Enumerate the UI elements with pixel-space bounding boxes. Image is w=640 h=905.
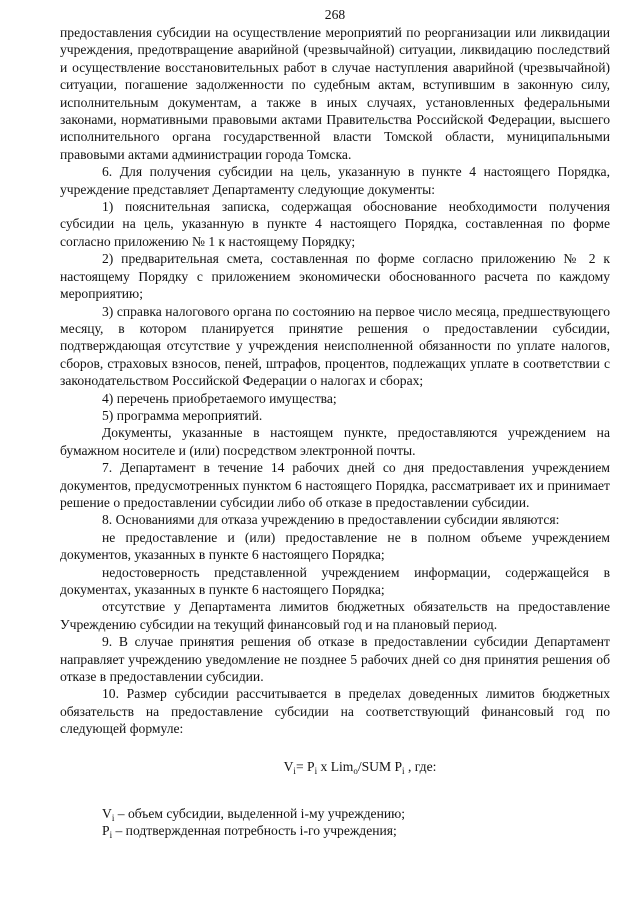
formula-v-sub: i <box>293 765 296 776</box>
paragraph-subitem-5: 5) программа мероприятий. <box>102 407 263 423</box>
definition-v <box>60 805 610 822</box>
formula-sum-sub: i <box>402 765 405 776</box>
paragraph-item-6: 6. Для получения субсидии на цель, указанную в пункте 4 настоящего Порядка, учреждение представляет Департаменту следующие документы: <box>60 164 610 197</box>
page-number: 268 <box>324 7 346 22</box>
formula-times: x Lim <box>317 758 354 774</box>
paragraph-refusal-reason-1: не предоставление и (или) предоставление не в полном объеме учреждением документов, указанных в пункте 6 настоящего Порядка; <box>60 529 610 563</box>
paragraph-documents-note: Документы, указанные в настоящем пункте, предоставляются учреждением на бумажном носителе и (или) посредством электронной почты. <box>60 425 610 458</box>
document-page <box>60 0 610 840</box>
formula-sum: /SUM P <box>357 758 403 774</box>
formula-v: V <box>283 758 294 774</box>
definition-v-symbol: V <box>102 806 112 822</box>
paragraph-refusal-reason-2: недостоверность представленной учреждением информации, содержащейся в документах, указанных в пункте 6 настоящего Порядка; <box>60 564 610 597</box>
paragraph-refusal-reason-3: отсутствие у Департамента лимитов бюджетных обязательств на предоставление Учреждению субсидии на текущий финансовый год и на плановый период. <box>60 599 610 632</box>
formula-lim-sub: o <box>353 765 358 776</box>
paragraph-subitem-2: 2) предварительная смета, составленная по форме согласно приложению № 2 к настоящему Порядку с приложением экономически обоснованного расчета по каждому мероприятию; <box>60 251 610 302</box>
definition-p-symbol: P <box>102 823 110 839</box>
paragraph-subitem-3: 3) справка налогового органа по состоянию на первое число месяца, предшествующего месяцу, в котором планируется принятие решения о предоставлении субсидии, подтверждающая отсутствие у учреждения неисполненной обязанности по уплате налогов, сборов, страховых взносов, пеней, штрафов, процентов, подлежащих уплате в соответствии с законодательством Российской Федерации о налогах и сборах; <box>60 303 610 389</box>
paragraph-continuation: предоставления субсидии на осуществление мероприятий по реорганизации или ликвидации учреждения, предотвращение аварийной (чрезвычайной) ситуации, ликвидацию последствий и осуществление восстановительных работ в случае наступления аварийной (чрезвычайной) ситуации, погашение задолженности по судебным актам, вступившим в законную силу, исполнительным документам, а также в иных случаях, установленных федеральными законами, нормативными правовыми актами Правительства Российской Федерации, высшего исполнительного органа государственной власти Томской области, муниципальными правовыми актами администрации города Томска. <box>60 25 610 162</box>
definition-p-sub: i <box>109 830 113 841</box>
paragraph-item-10: 10. Размер субсидии рассчитывается в пределах доведенных лимитов бюджетных обязательств на предоставление субсидии на соответствующий финансовый год по следующей формуле: <box>60 686 610 737</box>
definition-p-text: – подтвержденная потребность i-го учреждения; <box>112 823 397 839</box>
paragraph-item-9: 9. В случае принятия решения об отказе в предоставлении субсидии Департамент направляет учреждению уведомление не позднее 5 рабочих дней со дня принятия решения об отказе в предоставлении субсидии. <box>60 634 610 685</box>
formula-eq: = P <box>295 758 315 774</box>
definition-v-text: – объем субсидии, выделенной i-му учреждению; <box>114 806 406 822</box>
paragraph-item-7: 7. Департамент в течение 14 рабочих дней со дня предоставления учреждением документов, предусмотренных пунктом 6 настоящего Порядка, рассматривает их и принимает решение о предоставлении субсидии либо об отказе в предоставлении субсидии. <box>60 460 610 510</box>
formula-tail: , где: <box>404 758 437 774</box>
paragraph-subitem-1: 1) пояснительная записка, содержащая обоснование необходимости получения субсидии на цель, указанную в пункте 4 настоящего Порядка, составленная по форме согласно приложению № 1 к настоящему Порядку; <box>60 199 610 249</box>
definition-p <box>60 822 610 839</box>
paragraph-item-8: 8. Основаниями для отказа учреждению в предоставлении субсидии являются: <box>102 512 560 528</box>
formula-p-sub: i <box>314 765 318 776</box>
definition-v-sub: i <box>111 813 115 824</box>
paragraph-subitem-4: 4) перечень приобретаемого имущества; <box>102 390 337 406</box>
subsidy-formula <box>60 758 610 775</box>
